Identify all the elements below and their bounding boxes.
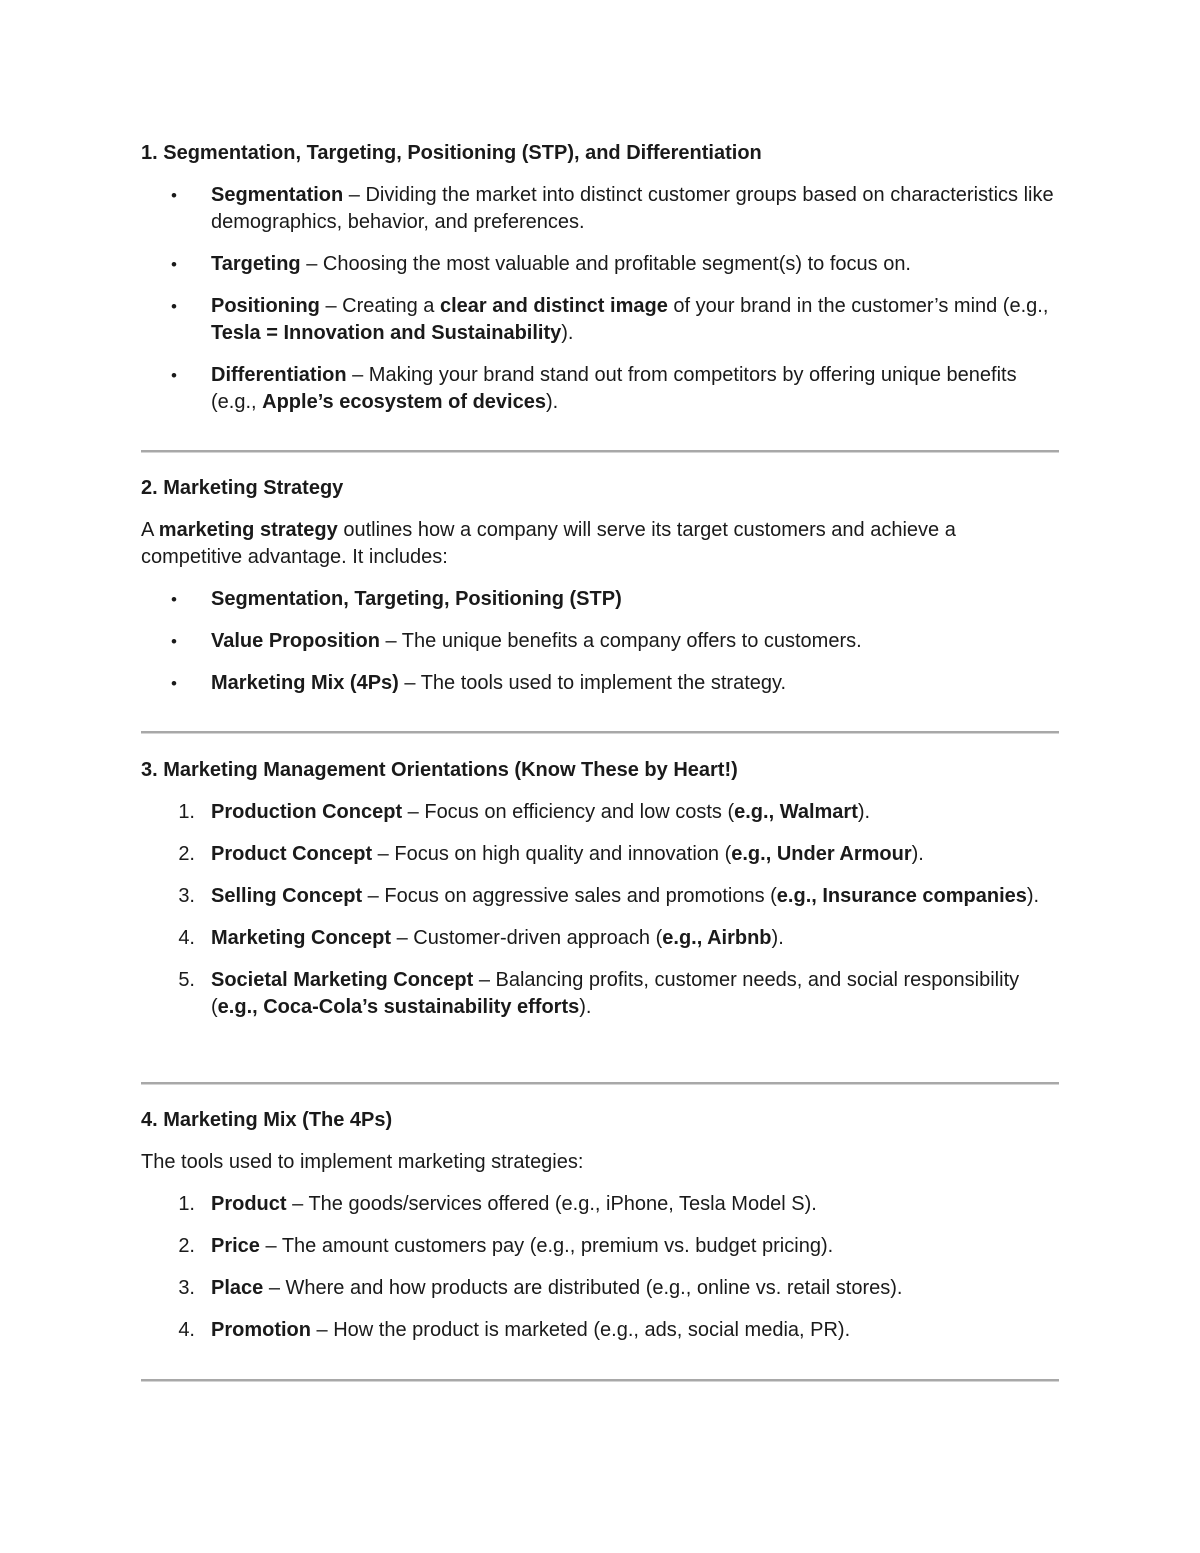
list-number: 1.: [178, 1193, 195, 1215]
list-number: 1.: [178, 801, 195, 823]
list-number: 2.: [178, 843, 195, 865]
horizontal-rule: [141, 450, 1059, 453]
section-intro: The tools used to implement marketing strategies:: [141, 1151, 584, 1173]
bullet-marker: •: [171, 674, 177, 693]
list-number: 5.: [178, 969, 195, 991]
section-marketing-mix: [141, 1107, 1061, 1344]
section-stp: [141, 140, 1061, 416]
bullet-list: [141, 586, 1061, 697]
section-heading: 3. Marketing Management Orientations (Know These by Heart!): [141, 759, 738, 781]
list-item: 4. Marketing Concept – Customer-driven approach (e.g., Airbnb).: [141, 925, 1061, 952]
bullet-list: [141, 182, 1061, 416]
list-number: 3.: [178, 885, 195, 907]
list-item: 1. Production Concept – Focus on efficiency and low costs (e.g., Walmart).: [141, 799, 1061, 826]
numbered-list: [141, 1191, 1061, 1344]
list-item: 3. Place – Where and how products are distributed (e.g., online vs. retail stores).: [141, 1275, 1061, 1302]
list-item: • Positioning – Creating a clear and distinct image of your brand in the customer’s mind (e.g., Tesla = Innovation and Sustainability).: [171, 295, 1049, 344]
bullet-marker: •: [171, 297, 177, 316]
list-item: • Segmentation, Targeting, Positioning (STP): [141, 586, 1061, 613]
list-item: • Differentiation – Making your brand stand out from competitors by offering unique benefits (e.g., Apple’s ecosystem of devices).: [171, 364, 1017, 413]
section-intro: A marketing strategy outlines how a company will serve its target customers and achieve a competitive advantage. It includes:: [141, 519, 956, 568]
bullet-marker: •: [171, 590, 177, 609]
list-number: 4.: [178, 1319, 195, 1341]
horizontal-rule: [141, 1082, 1059, 1085]
list-number: 4.: [178, 927, 195, 949]
list-item: 2. Product Concept – Focus on high quality and innovation (e.g., Under Armour).: [141, 841, 1061, 868]
bullet-marker: •: [171, 366, 177, 385]
section-heading: 4. Marketing Mix (The 4Ps): [141, 1109, 393, 1131]
list-item: • Targeting – Choosing the most valuable and profitable segment(s) to focus on.: [141, 251, 1061, 278]
list-item: 2. Price – The amount customers pay (e.g., premium vs. budget pricing).: [141, 1233, 1061, 1260]
list-item: • Value Proposition – The unique benefits a company offers to customers.: [141, 628, 1061, 655]
list-item: 5. Societal Marketing Concept – Balancing profits, customer needs, and social responsibility (e.g., Coca-Cola’s sustainability efforts).: [141, 967, 1061, 1021]
list-number: 2.: [178, 1235, 195, 1257]
list-item: 4. Promotion – How the product is marketed (e.g., ads, social media, PR).: [141, 1317, 1061, 1344]
bullet-marker: •: [171, 632, 177, 651]
list-item: 1. Product – The goods/services offered (e.g., iPhone, Tesla Model S).: [141, 1191, 1061, 1218]
section-heading: 1. Segmentation, Targeting, Positioning (STP), and Differentiation: [141, 142, 762, 164]
list-item: • Segmentation – Dividing the market into distinct customer groups based on characteristics like demographics, behavior, and preferences.: [171, 184, 1054, 233]
bullet-marker: •: [171, 255, 177, 274]
bullet-marker: •: [171, 186, 177, 205]
section-marketing-strategy: [141, 475, 1061, 697]
numbered-list: [141, 799, 1061, 1021]
list-number: 3.: [178, 1277, 195, 1299]
list-item: 3. Selling Concept – Focus on aggressive sales and promotions (e.g., Insurance companies).: [141, 883, 1061, 910]
section-heading: 2. Marketing Strategy: [141, 477, 344, 499]
horizontal-rule: [141, 731, 1059, 734]
list-item: • Marketing Mix (4Ps) – The tools used to implement the strategy.: [141, 670, 1061, 697]
horizontal-rule: [141, 1379, 1059, 1382]
section-orientations: [141, 757, 1061, 1021]
